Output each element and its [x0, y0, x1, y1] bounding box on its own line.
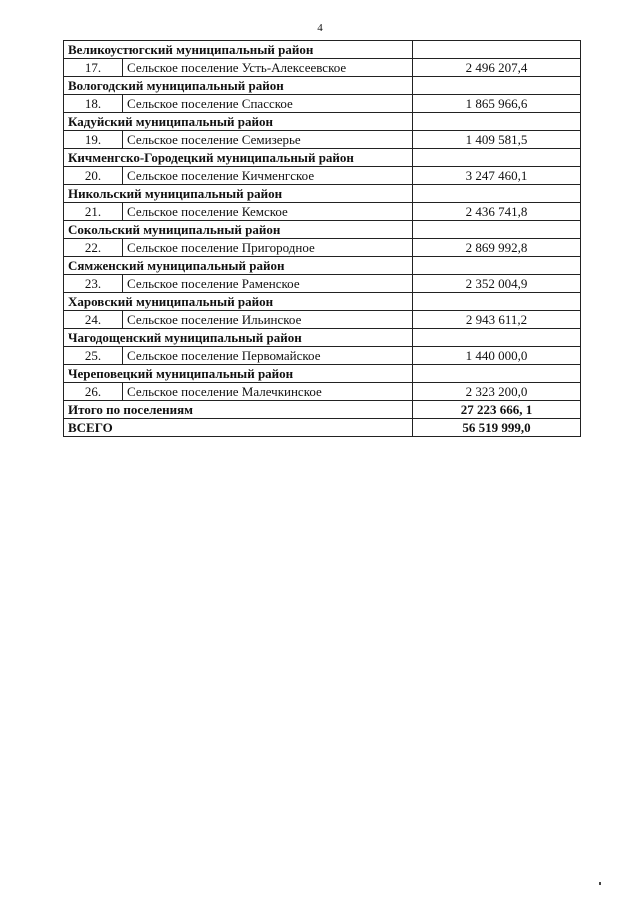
table-row: [64, 95, 581, 113]
settlement-budget-table: [63, 40, 581, 437]
settlement-name: Сельское поселение Малечкинское: [123, 383, 413, 401]
amount-cell: 2 869 992,8: [413, 239, 581, 257]
empty-cell: [413, 113, 581, 131]
district-row: [64, 185, 581, 203]
row-number: 19.: [64, 131, 123, 149]
settlement-name: Сельское поселение Семизерье: [123, 131, 413, 149]
settlement-name: Сельское поселение Ильинское: [123, 311, 413, 329]
settlement-name: Сельское поселение Кемское: [123, 203, 413, 221]
grand-total-label: ВСЕГО: [64, 419, 413, 437]
row-number: 20.: [64, 167, 123, 185]
empty-cell: [413, 77, 581, 95]
row-number: 18.: [64, 95, 123, 113]
empty-cell: [413, 293, 581, 311]
table-row: [64, 383, 581, 401]
amount-cell: 2 436 741,8: [413, 203, 581, 221]
empty-cell: [413, 257, 581, 275]
empty-cell: [413, 185, 581, 203]
district-row: [64, 329, 581, 347]
table-body: [64, 41, 581, 437]
table-row: [64, 311, 581, 329]
table-row: [64, 347, 581, 365]
grand-total-amount: 56 519 999,0: [413, 419, 581, 437]
empty-cell: [413, 41, 581, 59]
settlement-name: Сельское поселение Кичменгское: [123, 167, 413, 185]
table-row: [64, 203, 581, 221]
district-name: Харовский муниципальный район: [64, 293, 413, 311]
empty-cell: [413, 149, 581, 167]
scan-speck: [599, 882, 601, 885]
settlement-name: Сельское поселение Пригородное: [123, 239, 413, 257]
district-name: Сокольский муниципальный район: [64, 221, 413, 239]
table-row: [64, 131, 581, 149]
amount-cell: 3 247 460,1: [413, 167, 581, 185]
amount-cell: 2 943 611,2: [413, 311, 581, 329]
table-row: [64, 167, 581, 185]
table-row: [64, 59, 581, 77]
district-row: [64, 149, 581, 167]
district-name: Сямженский муниципальный район: [64, 257, 413, 275]
table-row: [64, 275, 581, 293]
row-number: 17.: [64, 59, 123, 77]
empty-cell: [413, 221, 581, 239]
settlement-name: Сельское поселение Спасское: [123, 95, 413, 113]
settlement-name: Сельское поселение Раменское: [123, 275, 413, 293]
amount-cell: 2 352 004,9: [413, 275, 581, 293]
district-row: [64, 257, 581, 275]
settlements-total-row: [64, 401, 581, 419]
amount-cell: 1 440 000,0: [413, 347, 581, 365]
district-name: Чагодощенский муниципальный район: [64, 329, 413, 347]
district-name: Вологодский муниципальный район: [64, 77, 413, 95]
empty-cell: [413, 329, 581, 347]
page-number: 4: [317, 22, 323, 34]
district-name: Кадуйский муниципальный район: [64, 113, 413, 131]
district-name: Никольский муниципальный район: [64, 185, 413, 203]
district-name: Кичменгско-Городецкий муниципальный район: [64, 149, 413, 167]
row-number: 24.: [64, 311, 123, 329]
district-row: [64, 221, 581, 239]
settlement-name: Сельское поселение Первомайское: [123, 347, 413, 365]
row-number: 26.: [64, 383, 123, 401]
row-number: 23.: [64, 275, 123, 293]
amount-cell: 1 865 966,6: [413, 95, 581, 113]
total-label: Итого по поселениям: [64, 401, 413, 419]
total-amount: 27 223 666, 1: [413, 401, 581, 419]
district-name: Череповецкий муниципальный район: [64, 365, 413, 383]
district-name: Великоустюгский муниципальный район: [64, 41, 413, 59]
row-number: 25.: [64, 347, 123, 365]
district-row: [64, 77, 581, 95]
district-row: [64, 41, 581, 59]
grand-total-row: [64, 419, 581, 437]
amount-cell: 2 496 207,4: [413, 59, 581, 77]
empty-cell: [413, 365, 581, 383]
table-row: [64, 239, 581, 257]
amount-cell: 1 409 581,5: [413, 131, 581, 149]
district-row: [64, 293, 581, 311]
row-number: 21.: [64, 203, 123, 221]
amount-cell: 2 323 200,0: [413, 383, 581, 401]
district-row: [64, 113, 581, 131]
settlement-name: Сельское поселение Усть-Алексеевское: [123, 59, 413, 77]
district-row: [64, 365, 581, 383]
row-number: 22.: [64, 239, 123, 257]
